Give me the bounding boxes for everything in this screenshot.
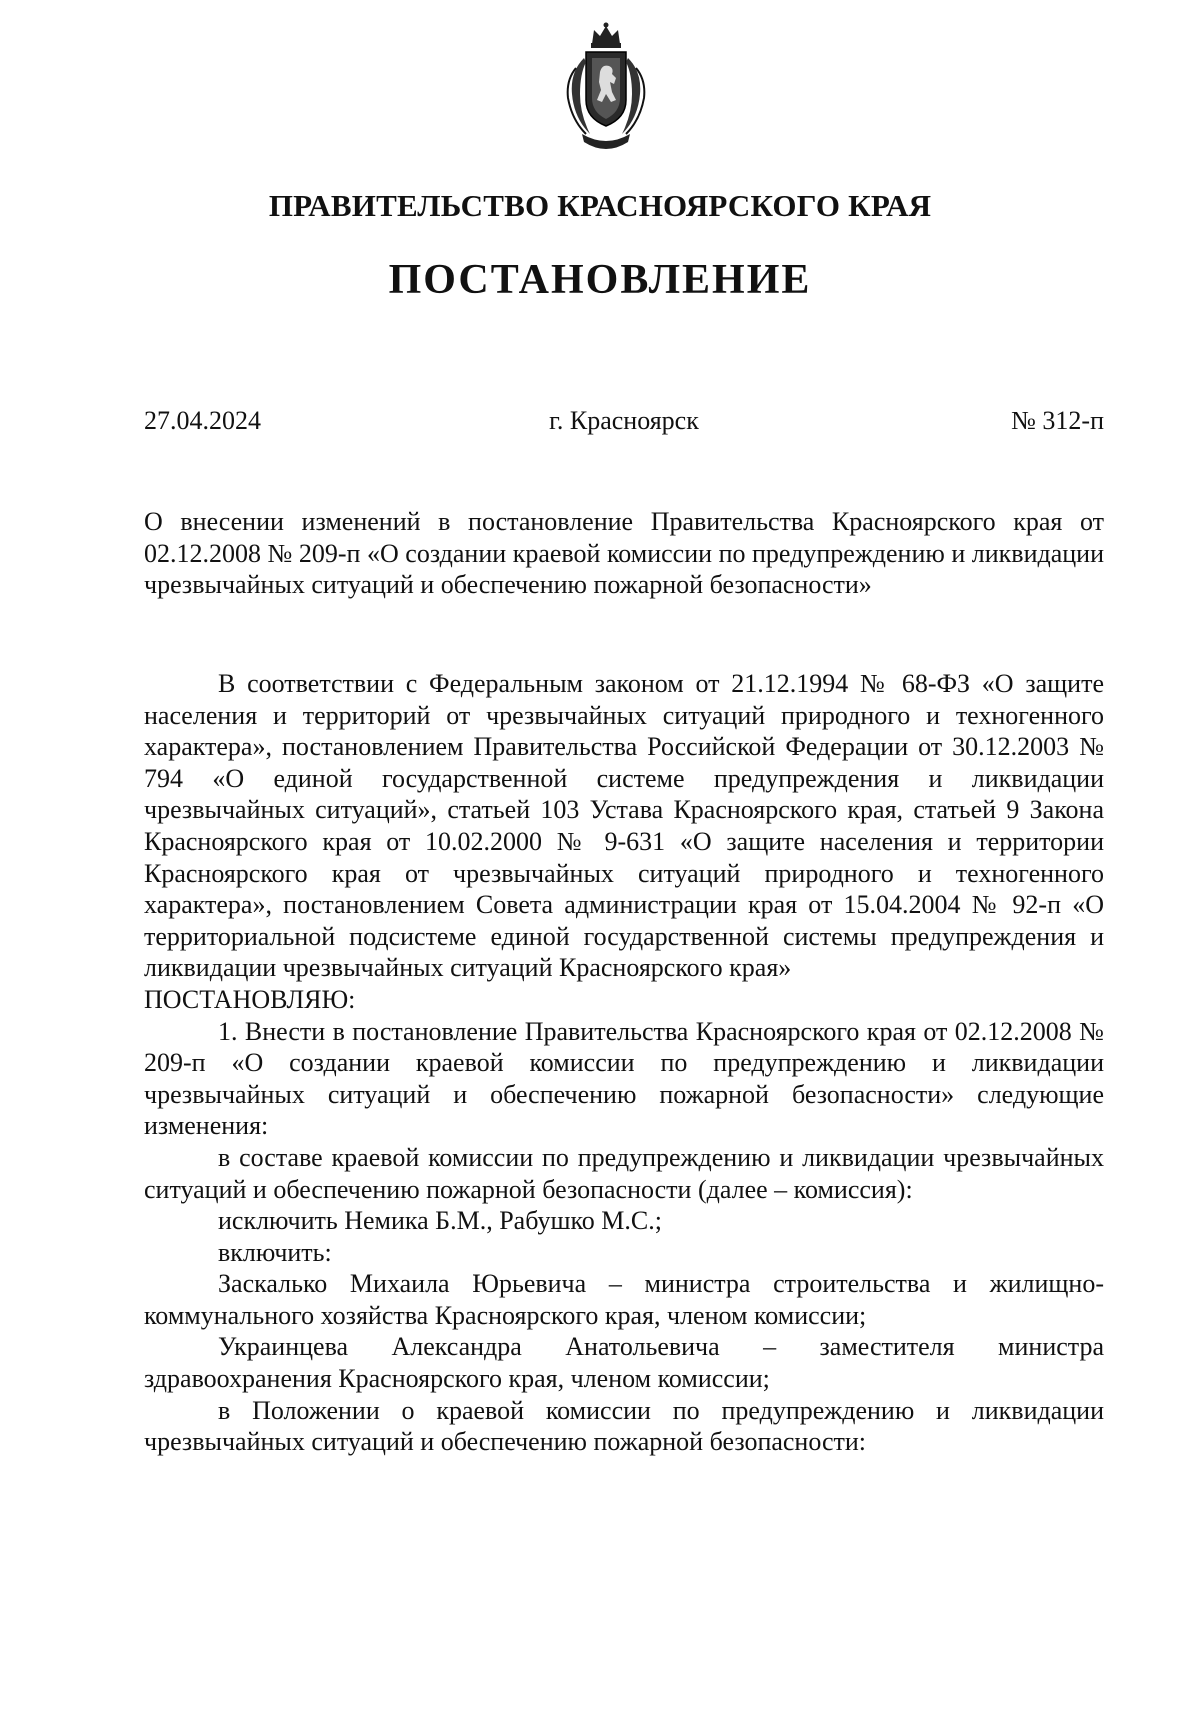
coat-of-arms-icon — [556, 22, 656, 158]
document-city: г. Красноярск — [549, 406, 699, 435]
include-paragraph: включить: — [218, 1237, 332, 1267]
exclude-paragraph: исключить Немика Б.М., Рабушко М.С.; — [218, 1206, 662, 1236]
document-meta-row — [144, 406, 1104, 442]
document-number: № 312-п — [1011, 406, 1104, 435]
subject-text: О внесении изменений в постановление Правительства Красноярского края от 02.12.2008 № 209-п «О создании краевой комиссии по предупреждению и ликвидации чрезвычайных ситуаций и обеспечению пожарной безопасности» — [144, 507, 1104, 600]
document-date: 27.04.2024 — [144, 406, 261, 435]
government-title: ПРАВИТЕЛЬСТВО КРАСНОЯРСКОГО КРАЯ — [268, 188, 932, 223]
member-2-paragraph: Украинцева Александра Анатольевича – заместителя министра здравоохранения Красноярского края, членом комиссии; — [144, 1332, 1104, 1394]
resolve-word: ПОСТАНОВЛЯЮ: — [144, 984, 356, 1014]
regulation-paragraph: в Положении о краевой комиссии по предупреждению и ликвидации чрезвычайных ситуаций и обеспечению пожарной безопасности: — [144, 1395, 1104, 1457]
document-subject — [144, 506, 1104, 601]
item-1-paragraph: 1. Внести в постановление Правительства Красноярского края от 02.12.2008 № 209-п «О создании краевой комиссии по предупреждению и ликвидации чрезвычайных ситуаций и обеспечению пожарной безопасности» следующие изменения: — [144, 1016, 1104, 1141]
document-body — [144, 668, 1104, 1458]
document-type-title: ПОСТАНОВЛЕНИЕ — [388, 257, 812, 303]
member-1-paragraph: Заскалько Михаила Юрьевича – министра строительства и жилищно-коммунального хозяйства Красноярского края, членом комиссии; — [144, 1269, 1104, 1330]
commission-composition-paragraph: в составе краевой комиссии по предупреждению и ликвидации чрезвычайных ситуаций и обеспечению пожарной безопасности (далее – комиссия): — [144, 1142, 1104, 1204]
preamble-paragraph: В соответствии с Федеральным законом от 21.12.1994 № 68-ФЗ «О защите населения и территорий от чрезвычайных ситуаций природного и техногенного характера», постановлением Правительства Российской Федерации от 30.12.2003 № 794 «О единой государственной системе предупреждения и ликвидации чрезвычайных ситуаций», статьей 103 Устава Красноярского края, статьей 9 Закона Красноярского края от 10.02.2000 № 9-631 «О защите населения и территории Красноярского края от чрезвычайных ситуаций природного и техногенного характера», постановлением Совета администрации края от 15.04.2004 № 92-п «О территориальной подсистеме единой государственной системы предупреждения и ликвидации чрезвычайных ситуаций Красноярского края» — [144, 669, 1104, 983]
